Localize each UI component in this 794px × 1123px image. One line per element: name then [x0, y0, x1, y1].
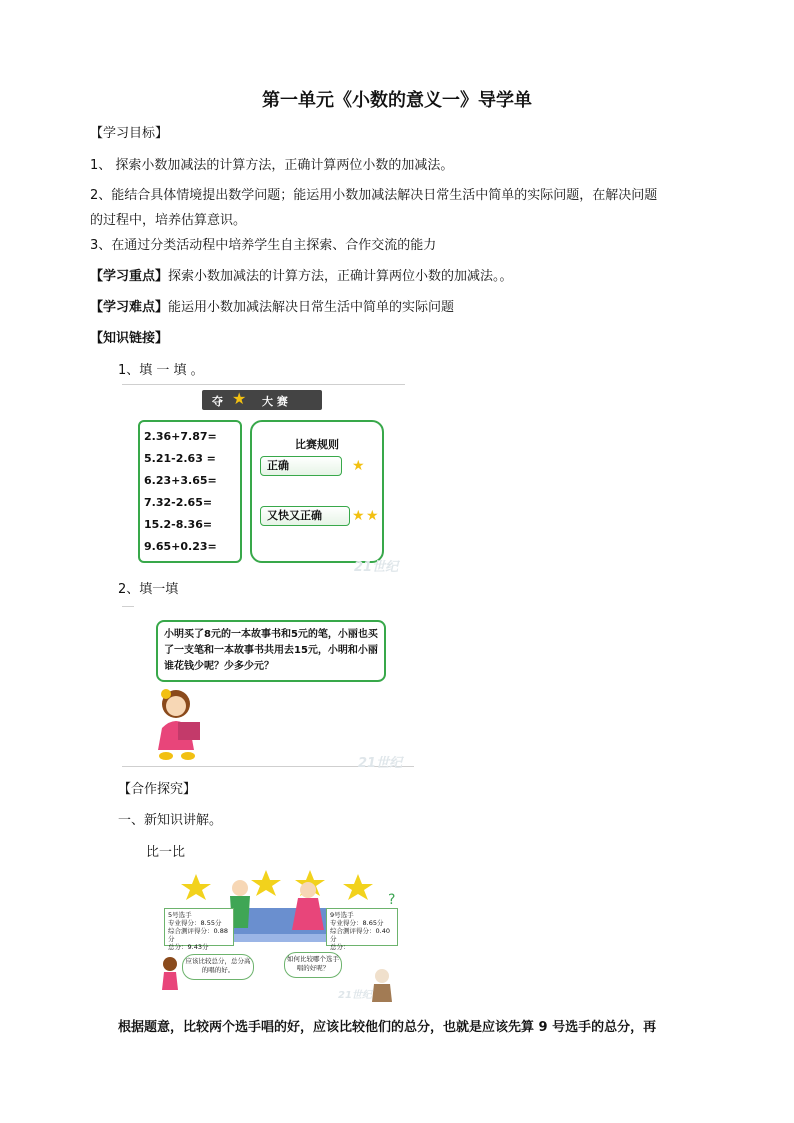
player-9-pro-score: 专业得分：8.65分 — [330, 919, 384, 927]
star-icon: ★ — [352, 458, 365, 474]
story-box — [156, 620, 386, 682]
question-bubble: 如何比较哪个选手唱的好呢？ — [284, 952, 342, 978]
player-5-eval-score: 综合测评得分：0.88分 — [168, 927, 228, 943]
page-title: 第一单元《小数的意义一》导学单 — [262, 90, 532, 111]
goals-header: 【学习目标】 — [90, 126, 169, 141]
fill-1-label: 1、填 一 填 。 — [118, 363, 204, 378]
figure-top-rule — [122, 606, 134, 607]
equation-5: 15.2-8.36= — [144, 518, 213, 531]
player-9-eval-score: 综合测评得分：0.40分 — [330, 927, 390, 943]
story-figure — [122, 604, 414, 771]
link-header: 【知识链接】 — [90, 331, 169, 346]
player-9-title: 9号选手 — [330, 911, 354, 919]
equation-4: 7.32-2.65= — [144, 496, 213, 509]
equation-box — [138, 420, 242, 563]
difficulty-row — [90, 298, 454, 318]
player-5-card — [164, 908, 234, 951]
fill-2-label: 2、填一填 — [118, 582, 179, 597]
watermark-logo: 21世纪 — [338, 990, 372, 1001]
focus-label: 【学习重点】 — [90, 269, 169, 284]
girl-reading-icon — [154, 684, 214, 766]
star-icon: ★ — [366, 508, 379, 524]
race-figure — [122, 384, 405, 574]
new-knowledge: 一、新知识讲解。 — [118, 813, 223, 828]
story-text: 小明买了8元的一本故事书和5元的笔，小丽也买了一支笔和一本故事书共用去15元，小明和小丽谁花钱少呢？少多少元？ — [164, 629, 378, 672]
banner-left-text: 夺 — [212, 395, 223, 408]
player-5-pro-score: 专业得分：8.55分 — [168, 919, 222, 927]
player-9-total: 总分： — [330, 943, 350, 951]
difficulty-text: 能运用小数加减法解决日常生活中简单的实际问题 — [168, 300, 455, 315]
rules-box — [250, 420, 384, 563]
goal-2-line-2: 的过程中，培养估算意识。 — [90, 213, 247, 228]
star-icon: ★ — [352, 508, 365, 524]
star-icon: ★ — [232, 389, 247, 408]
banner-right-text: 大 赛 — [262, 395, 288, 408]
focus-text: 探索小数加减法的计算方法，正确计算两位小数的加减法。。 — [168, 269, 513, 284]
compare-label: 比一比 — [146, 845, 186, 860]
focus-row — [90, 267, 513, 287]
equation-1: 2.36+7.87= — [144, 430, 217, 443]
figure-top-rule — [122, 384, 405, 385]
girl-speech-bubble: 应该比较总分，总分高的唱的好。 — [182, 954, 254, 980]
equation-3: 6.23+3.65= — [144, 474, 217, 487]
svg-text:?: ? — [388, 892, 396, 908]
bottom-paragraph: 根据题意，比较两个选手唱的好，应该比较他们的总分，也就是应该先算 9 号选手的总分，再 — [118, 1020, 657, 1035]
goal-3: 3、在通过分类活动程中培养学生自主探索、合作交流的能力 — [90, 238, 437, 253]
player-5-total: 总分：9.43分 — [168, 943, 209, 951]
rule-correct: 正确 — [260, 456, 342, 476]
race-banner — [202, 390, 322, 410]
rule-fast-correct: 又快又正确 — [260, 506, 350, 526]
goal-2-line-1: 2、能结合具体情境提出数学问题；能运用小数加减法解决日常生活中简单的实际问题，在解决问题 — [90, 188, 658, 203]
player-9-card — [326, 908, 398, 951]
watermark-logo: 21世纪 — [358, 756, 403, 771]
equation-6: 9.65+0.23= — [144, 540, 217, 553]
player-5-title: 5号选手 — [168, 911, 192, 919]
goal-1: 1、 探索小数加减法的计算方法，正确计算两位小数的加减法。 — [90, 158, 454, 173]
equation-2: 5.21-2.63 = — [144, 452, 216, 465]
coop-header: 【合作探究】 — [118, 782, 197, 797]
watermark-logo: 21世纪 — [354, 560, 399, 575]
difficulty-label: 【学习难点】 — [90, 300, 169, 315]
compare-figure — [158, 868, 410, 1002]
rules-title: 比赛规则 — [295, 438, 339, 451]
